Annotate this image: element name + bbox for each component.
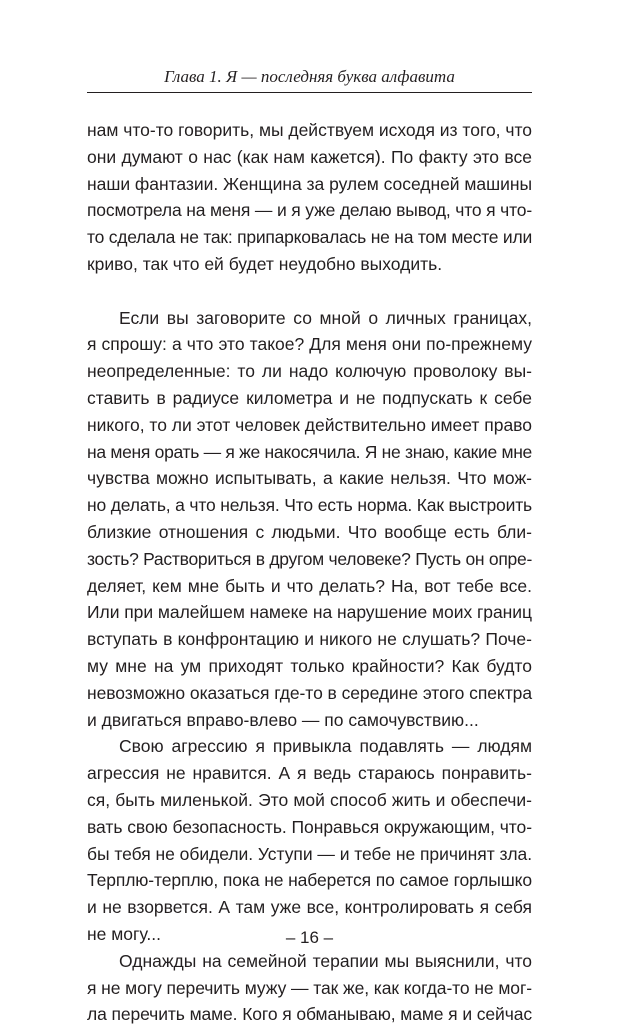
text-line: чувства можно испытывать, а какие нельзя. Что мож- [87, 468, 532, 489]
paragraph-gap [87, 278, 532, 305]
page-body [87, 117, 532, 1028]
text-line: но делать, а что нельзя. Что есть норма. Как выстроить [87, 495, 532, 516]
text-line: на меня орать — я же накосячила. Я не знаю, какие мне [87, 441, 532, 462]
text-line: криво, так что ей будет неудобно выходить. [87, 253, 443, 274]
text-line: вать свою безопасность. Понравься окружающим, что- [87, 816, 533, 837]
text-line: Или при малейшем намеке на нарушение моих границ [87, 602, 532, 623]
text-line: неопределенные: то ли надо колючую проволоку вы- [87, 361, 532, 382]
text-line: наши фантазии. Женщина за рулем соседней машины [87, 173, 532, 194]
text-line: посмотрела на меня — и я уже делаю вывод, что я что- [87, 200, 532, 221]
header-rule [87, 92, 532, 93]
text-line: ла перечить маме. Кого я обманываю, маме я и сейчас [87, 1004, 532, 1025]
text-line: Терплю-терплю, пока не наберется по самое горлышко [87, 870, 532, 891]
text-line: я спрошу: а что это такое? Для меня они по-прежнему [87, 334, 532, 355]
text-line: Свою агрессию я привыкла подавлять — людям [119, 736, 532, 757]
page-number: – 16 – [285, 928, 334, 947]
text-line: Если вы заговорите со мной о личных границах, [119, 307, 532, 328]
text-line: то сделала не так: припарковалась не на том месте или [87, 227, 532, 248]
text-line: они думают о нас (как нам кажется). По факту это все [87, 146, 532, 167]
text-line: никого, то ли этот человек действительно имеет право [87, 414, 532, 435]
text-line: деляет, кем мне быть и что делать? На, вот тебе все. [87, 575, 532, 596]
text-line: вступать в конфронтацию и никого не слушать? Поче- [87, 629, 532, 650]
text-line: агрессия не нравится. А я ведь стараюсь понравить- [87, 763, 532, 784]
text-line: зость? Раствориться в другом человеке? Пусть он опре- [87, 548, 533, 569]
text-line: ся, быть миленькой. Это мой способ жить и обеспечи- [87, 789, 532, 810]
text-line: и двигаться вправо-влево — по самочувствию... [87, 709, 479, 730]
text-line: невозможно оказаться где-то в середине этого спектра [87, 682, 533, 703]
text-line: не могу... [87, 923, 161, 944]
text-line: близкие отношения с людьми. Что вообще есть бли- [87, 521, 532, 542]
text-line: нам что-то говорить, мы действуем исходя из того, что [87, 120, 533, 140]
text-line: бы тебя не обидели. Уступи — и тебе не причинят зла. [87, 843, 533, 864]
text-line: му мне на ум приходят только крайности? Как будто [87, 655, 532, 676]
running-header: Глава 1. Я — последняя буква алфавита [164, 67, 455, 86]
text-line: ставить в радиусе километра и не подпускать к себе [87, 387, 532, 408]
text-line: я не могу перечить мужу — так же, как когда-то не мог- [87, 977, 532, 998]
text-line: и не взорвется. А там уже все, контролировать я себя [87, 897, 532, 918]
text-line: Однажды на семейной терапии мы выяснили, что [119, 950, 532, 971]
